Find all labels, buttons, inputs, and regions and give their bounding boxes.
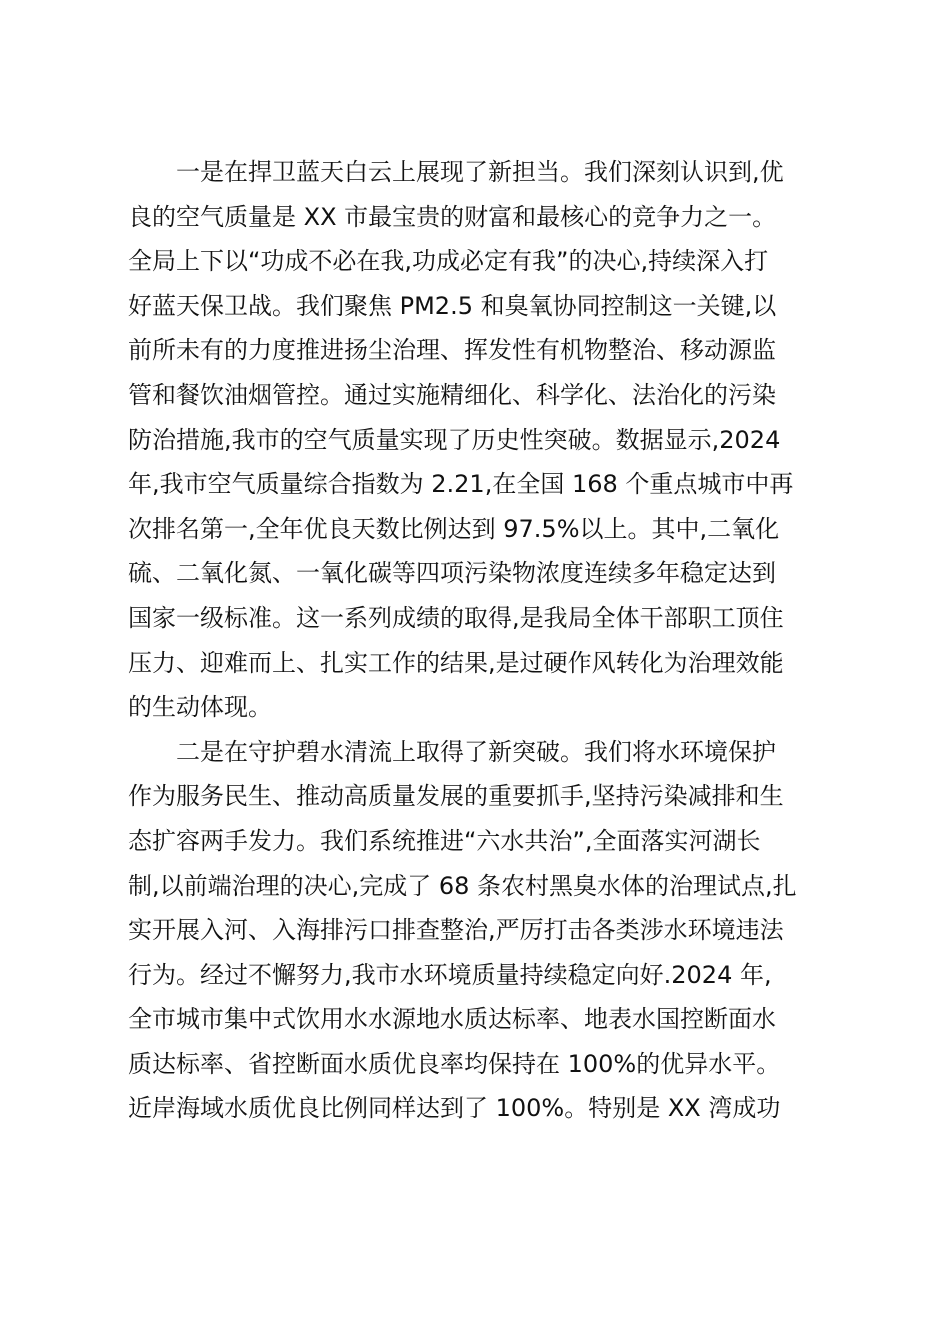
paragraph-line: 压力、迎难而上、扎实工作的结果,是过硬作风转化为治理效能 <box>128 648 784 677</box>
paragraph-line: 管和餐饮油烟管控。通过实施精细化、科学化、法治化的污染 <box>128 380 776 409</box>
paragraph-line: 制,以前端治理的决心,完成了 68 条农村黑臭水体的治理试点,扎 <box>128 871 797 900</box>
paragraph-air-quality <box>128 150 828 730</box>
paragraph-water-quality <box>128 730 828 1131</box>
paragraph-line: 硫、二氧化氮、一氧化碳等四项污染物浓度连续多年稳定达到 <box>128 559 776 588</box>
paragraph-line: 质达标率、省控断面水质优良率均保持在 100%的优异水平。 <box>128 1049 781 1078</box>
paragraph-line: 防治措施,我市的空气质量实现了历史性突破。数据显示,2024 <box>128 425 781 454</box>
paragraph-line: 二是在守护碧水清流上取得了新突破。我们将水环境保护 <box>176 737 776 766</box>
paragraph-line: 好蓝天保卫战。我们聚焦 PM2.5 和臭氧协同控制这一关键,以 <box>128 291 777 320</box>
paragraph-line: 行为。经过不懈努力,我市水环境质量持续稳定向好.2024 年, <box>128 960 772 989</box>
paragraph-line: 年,我市空气质量综合指数为 2.21,在全国 168 个重点城市中再 <box>128 470 794 499</box>
paragraph-line: 态扩容两手发力。我们系统推进“六水共治”,全面落实河湖长 <box>128 826 761 855</box>
document-body <box>128 150 828 1131</box>
paragraph-line: 近岸海域水质优良比例同样达到了 100%。特别是 XX 湾成功 <box>128 1094 781 1123</box>
paragraph-line: 良的空气质量是 XX 市最宝贵的财富和最核心的竞争力之一。 <box>128 202 777 231</box>
paragraph-line: 实开展入河、入海排污口排查整治,严厉打击各类涉水环境违法 <box>128 916 784 945</box>
paragraph-line: 的生动体现。 <box>128 693 272 722</box>
paragraph-line: 次排名第一,全年优良天数比例达到 97.5%以上。其中,二氧化 <box>128 514 780 543</box>
paragraph-line: 前所未有的力度推进扬尘治理、挥发性有机物整治、移动源监 <box>128 336 776 365</box>
paragraph-line: 全市城市集中式饮用水水源地水质达标率、地表水国控断面水 <box>128 1005 776 1034</box>
paragraph-line: 全局上下以“功成不必在我,功成必定有我”的决心,持续深入打 <box>128 247 769 276</box>
paragraph-line: 国家一级标准。这一系列成绩的取得,是我局全体干部职工顶住 <box>128 603 784 632</box>
paragraph-line: 作为服务民生、推动高质量发展的重要抓手,坚持污染减排和生 <box>128 782 784 811</box>
paragraph-line: 一是在捍卫蓝天白云上展现了新担当。我们深刻认识到,优 <box>176 158 784 186</box>
